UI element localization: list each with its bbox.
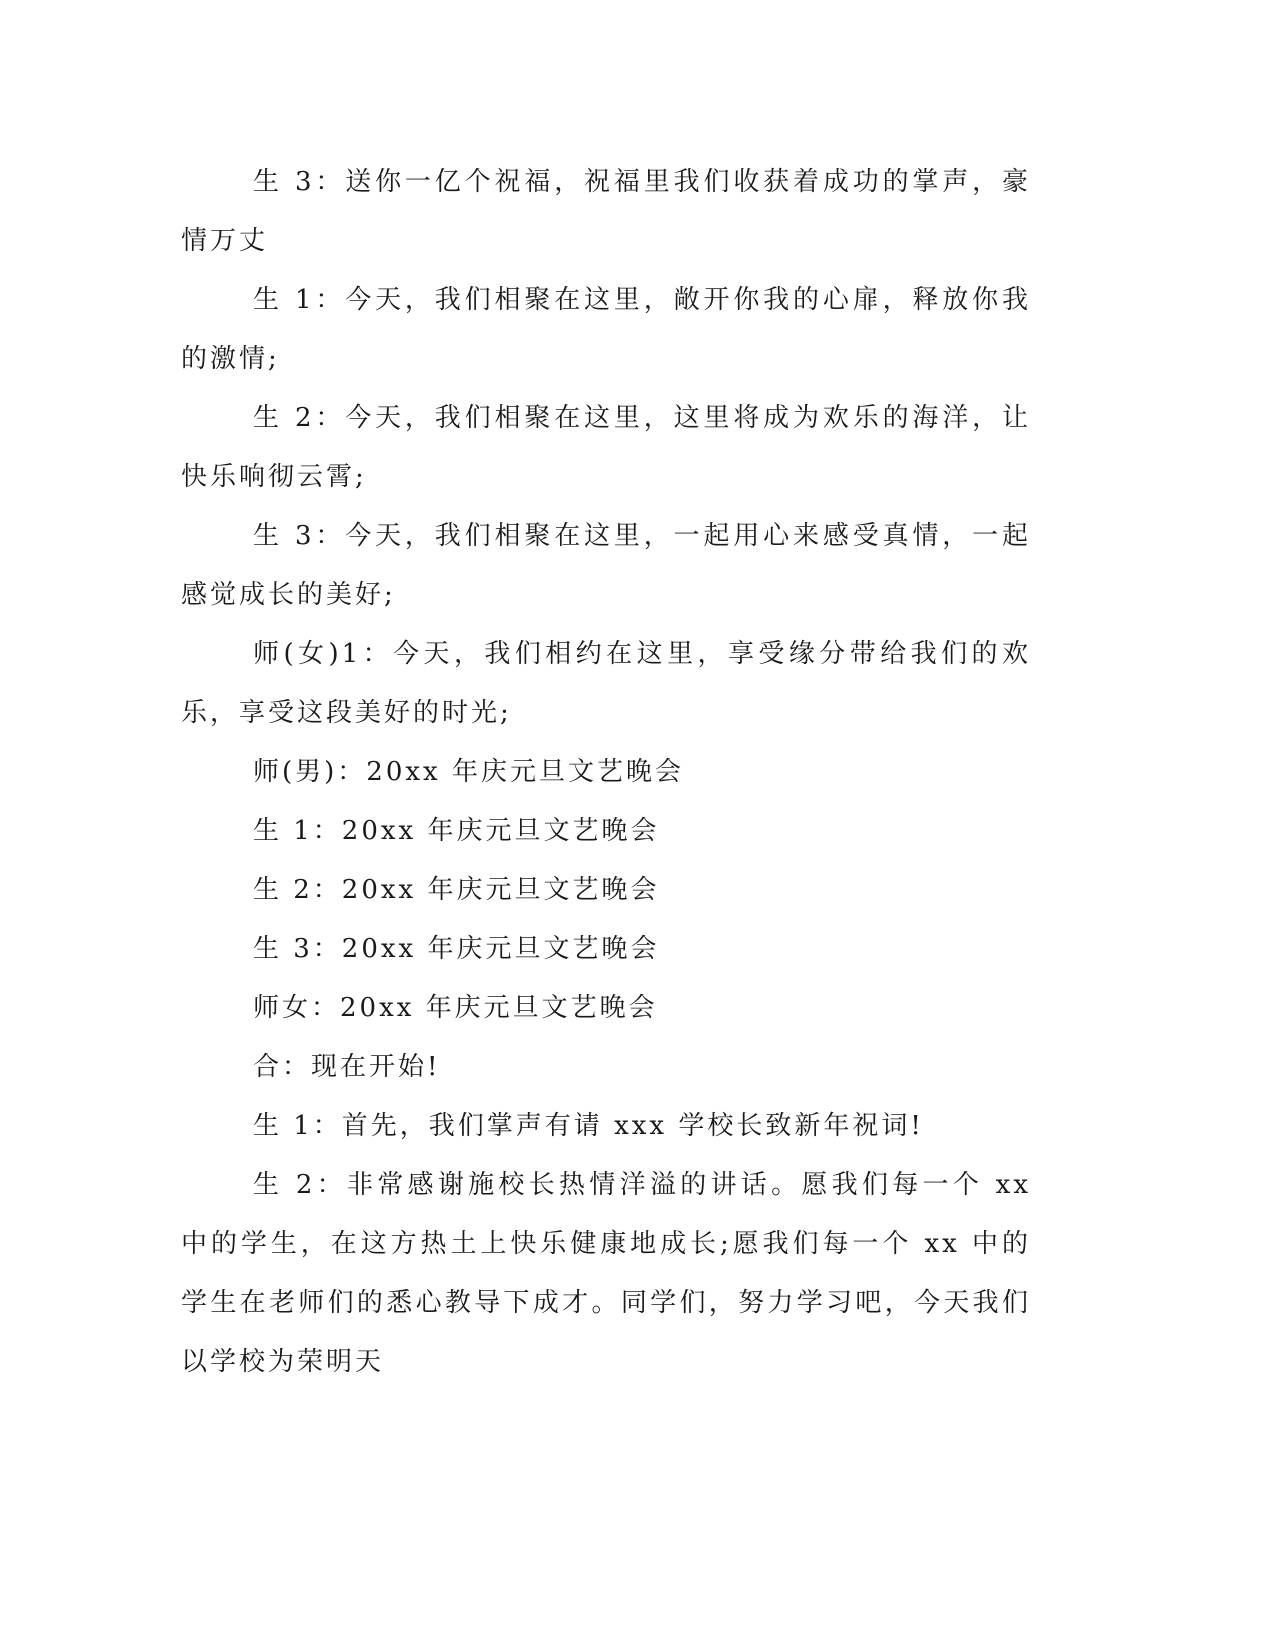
paragraph: 生 1：20xx 年庆元旦文艺晚会 bbox=[253, 816, 660, 846]
paragraph: 师(女)1：今天，我们相约在这里，享受缘分带给我们的欢乐，享受这段美好的时光; bbox=[181, 639, 1031, 728]
paragraph: 师(男)：20xx 年庆元旦文艺晚会 bbox=[253, 757, 684, 787]
paragraph: 生 1：首先，我们掌声有请 xxx 学校长致新年祝词! bbox=[253, 1111, 924, 1141]
paragraph: 生 2：20xx 年庆元旦文艺晚会 bbox=[253, 875, 660, 905]
paragraph: 生 3：今天，我们相聚在这里，一起用心来感受真情，一起感觉成长的美好; bbox=[181, 521, 1031, 610]
paragraph: 师女：20xx 年庆元旦文艺晚会 bbox=[253, 993, 658, 1023]
paragraph: 合：现在开始! bbox=[253, 1052, 441, 1082]
paragraph: 生 3：送你一亿个祝福，祝福里我们收获着成功的掌声，豪情万丈 bbox=[181, 167, 1031, 256]
paragraph: 生 2：非常感谢施校长热情洋溢的讲话。愿我们每一个 xx 中的学生，在这方热土上快乐健康地成长;愿我们每一个 xx 中的学生在老师们的悉心教导下成才。同学们，努力学习吧，今天我们以学校为荣明天 bbox=[181, 1170, 1031, 1377]
paragraph: 生 2：今天，我们相聚在这里，这里将成为欢乐的海洋，让快乐响彻云霄; bbox=[181, 403, 1031, 492]
paragraph: 生 3：20xx 年庆元旦文艺晚会 bbox=[253, 934, 660, 964]
paragraph: 生 1：今天，我们相聚在这里，敞开你我的心扉，释放你我的激情; bbox=[181, 285, 1031, 374]
document-body bbox=[181, 153, 1031, 1392]
